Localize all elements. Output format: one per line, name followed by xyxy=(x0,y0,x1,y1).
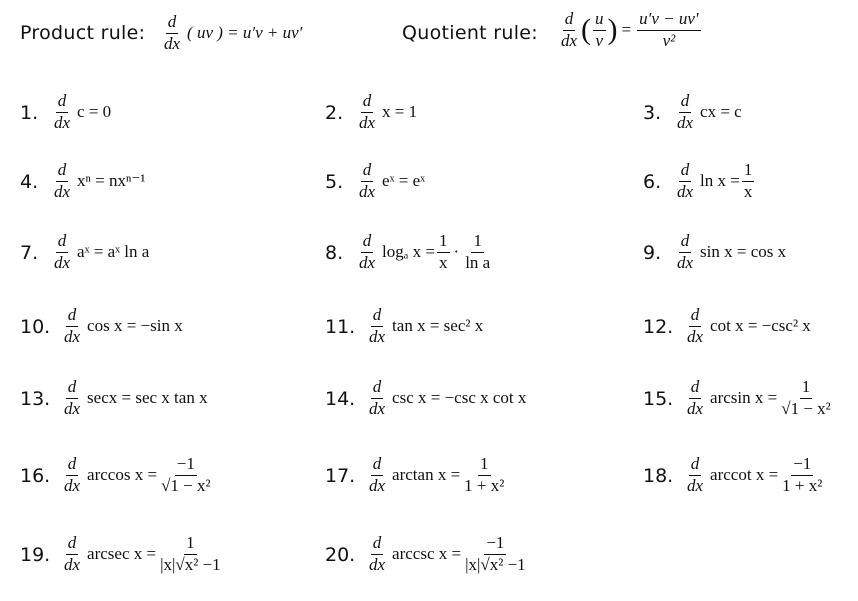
rule-number: 2. xyxy=(325,102,344,124)
rule-body: logₐ x = xyxy=(382,242,436,262)
rule-number: 12. xyxy=(643,316,674,338)
quotient-rule-formula xyxy=(557,10,703,50)
equals-sign: = xyxy=(621,20,632,40)
rule-number: 16. xyxy=(20,465,51,487)
multiply-dot: · xyxy=(453,242,460,262)
left-paren: ( xyxy=(581,13,592,47)
rule-body: xⁿ = nxⁿ⁻¹ xyxy=(77,171,146,191)
derivative-operator: $\frac{d}{dx}$ xyxy=(687,305,704,346)
rule-formula xyxy=(365,378,526,418)
rule-number: 4. xyxy=(20,171,39,193)
rule-body: secx = sec x tan x xyxy=(87,388,208,408)
derivative-operator: $\frac{d}{dx}$ xyxy=(54,91,71,132)
rule-number: 9. xyxy=(643,242,662,264)
rule-body: cot x = −csc² x xyxy=(710,316,811,336)
rule-body: cx = c xyxy=(700,102,742,122)
derivative-operator: $\frac{d}{dx}$ xyxy=(54,160,71,201)
rule-formula xyxy=(683,306,811,346)
rule-formula xyxy=(50,161,145,201)
quotient-u-over-v: $\frac{u}{v}$ xyxy=(595,9,604,50)
rule-formula xyxy=(365,455,508,495)
rule-body: csc x = −csc x cot x xyxy=(392,388,527,408)
rule-number: 7. xyxy=(20,242,39,264)
rule-number: 13. xyxy=(20,388,51,410)
rule-number: 19. xyxy=(20,544,51,566)
rule-body: aˣ = aˣ ln a xyxy=(77,242,150,262)
derivative-operator: $\frac{d}{dx}$ xyxy=(677,231,694,272)
product-rule-label: Product rule: xyxy=(20,22,146,44)
rule-rhs-fraction: $\frac{1}{\text{ln a}}$ xyxy=(465,231,491,272)
rule-body: sin x = cos x xyxy=(700,242,787,262)
rule-formula xyxy=(365,306,483,346)
rule-formula xyxy=(60,306,183,346)
rule-body: arccsc x = xyxy=(392,544,462,564)
derivative-operator: $\frac{d}{dx}$ xyxy=(64,305,81,346)
quotient-rule-label: Quotient rule: xyxy=(402,22,538,44)
rule-rhs-fraction: $\frac{1}{\text{√1 − x²}}$ xyxy=(781,377,831,418)
right-paren: ) xyxy=(607,13,618,47)
rule-body: arccot x = xyxy=(710,465,779,485)
rule-formula xyxy=(673,232,786,272)
derivative-operator: $\frac{d}{dx}$ xyxy=(64,454,81,495)
rule-rhs-fraction: $\frac{-1}{\text{1 + x²}}$ xyxy=(782,454,823,495)
derivative-operator: $\frac{d}{dx}$ xyxy=(359,160,376,201)
rule-number: 17. xyxy=(325,465,356,487)
derivative-operator: $\frac{d}{dx}$ xyxy=(687,377,704,418)
rule-rhs-fraction: $\frac{1}{x}$ xyxy=(743,160,753,201)
product-rule-formula xyxy=(160,13,302,53)
derivative-operator: $\frac{d}{dx}$ xyxy=(687,454,704,495)
rule-formula xyxy=(60,455,215,495)
rule-number: 20. xyxy=(325,544,356,566)
derivative-operator: $\frac{d}{dx}$ xyxy=(369,305,386,346)
derivative-operator: $\frac{d}{dx}$ xyxy=(64,377,81,418)
rule-number: 6. xyxy=(643,171,662,193)
rule-formula xyxy=(355,92,417,132)
derivative-operator: $\frac{d}{dx}$ xyxy=(54,231,71,272)
derivative-operator: $\frac{d}{dx}$ xyxy=(677,91,694,132)
rule-formula xyxy=(355,232,494,272)
rule-body: x = 1 xyxy=(382,102,418,122)
rule-body: arctan x = xyxy=(392,465,461,485)
rule-number: 18. xyxy=(643,465,674,487)
rule-formula xyxy=(673,92,742,132)
rule-number: 14. xyxy=(325,388,356,410)
rule-formula xyxy=(50,232,149,272)
derivative-operator: $\frac{d}{dx}$ xyxy=(369,533,386,574)
rule-body: c = 0 xyxy=(77,102,112,122)
rule-rhs-fraction: $\frac{1}{\text{1 + x²}}$ xyxy=(464,454,505,495)
rule-number: 15. xyxy=(643,388,674,410)
rule-rhs-fraction: $\frac{1}{x}$ xyxy=(439,231,448,272)
rule-formula xyxy=(683,378,835,418)
rule-formula xyxy=(683,455,826,495)
derivative-operator: $\frac{d}{dx}$ xyxy=(64,533,81,574)
rule-formula xyxy=(50,92,111,132)
derivative-operator: $\frac{d}{dx}$ xyxy=(369,454,386,495)
derivative-operator: $\frac{d}{dx}$ xyxy=(164,12,181,53)
derivative-operator: $\frac{d}{dx}$ xyxy=(561,9,578,50)
rule-number: 3. xyxy=(643,102,662,124)
rule-number: 10. xyxy=(20,316,51,338)
derivative-operator: $\frac{d}{dx}$ xyxy=(359,91,376,132)
rule-body: cos x = −sin x xyxy=(87,316,183,336)
rule-formula xyxy=(60,378,208,418)
rule-body: arcsin x = xyxy=(710,388,778,408)
rule-number: 5. xyxy=(325,171,344,193)
rule-formula xyxy=(365,534,530,574)
rule-body: tan x = sec² x xyxy=(392,316,484,336)
rule-rhs-fraction: $\frac{1}{\text{|x|√x² −1}}$ xyxy=(160,533,221,574)
rule-formula xyxy=(355,161,425,201)
derivative-operator: $\frac{d}{dx}$ xyxy=(369,377,386,418)
rule-body: arcsec x = xyxy=(87,544,157,564)
rule-body: arccos x = xyxy=(87,465,158,485)
rule-number: 1. xyxy=(20,102,39,124)
rule-number: 8. xyxy=(325,242,344,264)
product-rule-body: ( uv ) = u′v + uv′ xyxy=(187,23,303,43)
rule-body: eˣ = eˣ xyxy=(382,171,426,191)
rule-formula xyxy=(60,534,225,574)
rule-formula xyxy=(673,161,756,201)
derivative-operator: $\frac{d}{dx}$ xyxy=(359,231,376,272)
rule-number: 11. xyxy=(325,316,356,338)
rule-rhs-fraction: $\frac{-1}{\text{|x|√x² −1}}$ xyxy=(465,533,526,574)
derivative-operator: $\frac{d}{dx}$ xyxy=(677,160,694,201)
rule-body: ln x = xyxy=(700,171,740,191)
rule-rhs-fraction: $\frac{-1}{\text{√1 − x²}}$ xyxy=(161,454,211,495)
quotient-rhs: $\frac{u'v - uv'}{\text{v²}}$ xyxy=(639,9,699,50)
